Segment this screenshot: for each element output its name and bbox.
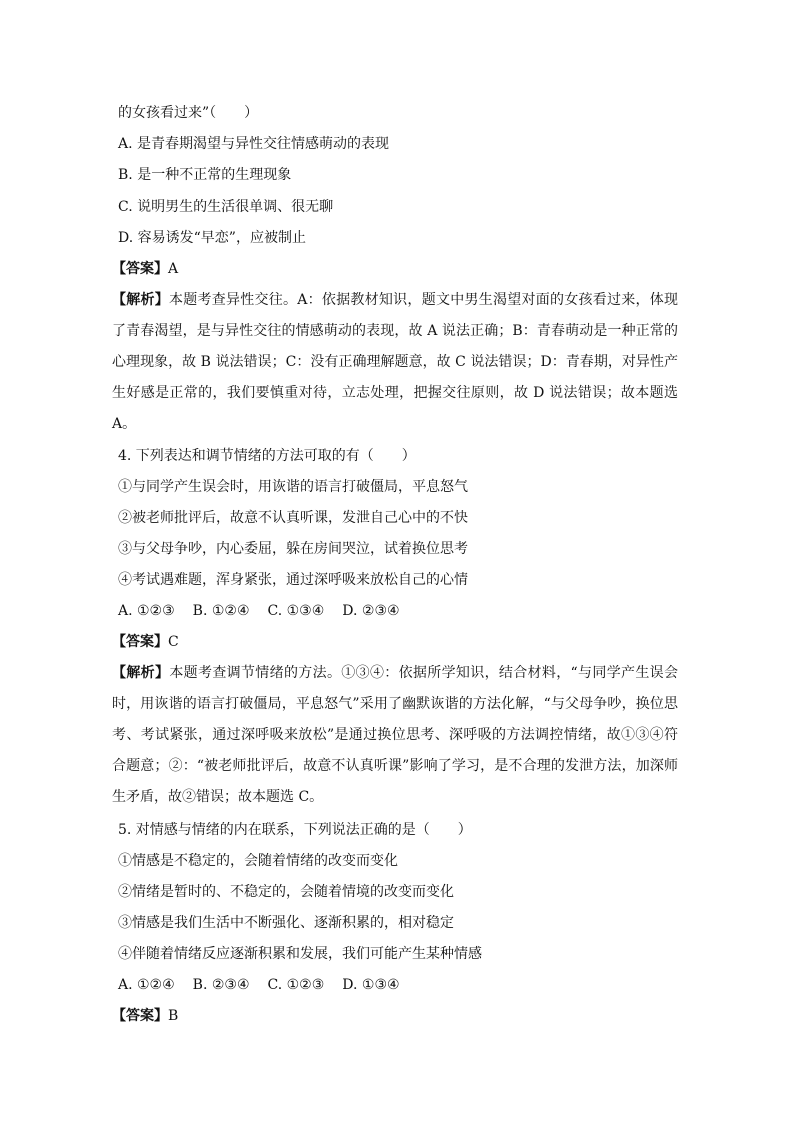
q4-choice-a: A. ①②③: [118, 603, 175, 619]
q4-analysis-tag: 【解析】: [112, 665, 170, 681]
q3-answer-tag: 【答案】: [112, 261, 168, 277]
q3-answer-value: A: [168, 261, 179, 277]
q4-answer-value: C: [168, 634, 179, 650]
q5-stem: 5. 对情感与情绪的内在联系，下列说法正确的是（ ）: [118, 822, 472, 838]
q3-analysis-text: 本题考查异性交往。A：依据教材知识，题文中男生渴望对面的女孩看过来，体现了青春渴望，是与异性交往的情感萌动的表现，故 A 说法正确；B：青春萌动是一种正常的心理现象，故 B 说法错误；C：没有正确理解题意，故 C 说法错误；D：青春期，对异性产生好感是正常的，我们要慎重对待，立志处理，把握交往原则，故 D 说法错误；故本题选 A。: [112, 292, 679, 432]
q5-item-1: ①情感是不稳定的，会随着情绪的改变而变化: [118, 853, 398, 869]
q5-item-4: ④伴随着情绪反应逐渐积累和发展，我们可能产生某种情感: [118, 946, 482, 962]
q4-choices: [118, 601, 418, 621]
q4-choice-b: B. ①②④: [192, 603, 250, 619]
q5-answer: [112, 1006, 178, 1026]
q5-choice-d: D. ①③④: [342, 977, 400, 993]
q5-answer-tag: 【答案】: [112, 1008, 168, 1024]
q3-stem-tail: 的女孩看过来”（ ）: [118, 105, 259, 121]
q5-choice-b: B. ②③④: [192, 977, 250, 993]
q5-choice-c: C. ①②③: [267, 977, 325, 993]
q4-item-2: ②被老师批评后，故意不认真听课，发泄自己心中的不快: [118, 510, 468, 526]
q3-answer: [112, 259, 178, 279]
q5-choices: [118, 975, 418, 995]
q4-item-3: ③与父母争吵，内心委屈，躲在房间哭泣，试着换位思考: [118, 541, 468, 557]
q3-analysis-tag: 【解析】: [112, 292, 170, 308]
q4-answer: [112, 632, 179, 652]
q4-choice-d: D. ②③④: [342, 603, 400, 619]
q3-option-a: A. 是青春期渴望与异性交往情感萌动的表现: [118, 136, 390, 152]
q5-item-3: ③情感是我们生活中不断强化、逐渐积累的，相对稳定: [118, 915, 454, 931]
q5-choice-a: A. ①②④: [118, 977, 175, 993]
q3-option-d: D. 容易诱发“早恋”，应被制止: [118, 230, 306, 246]
q3-analysis: [112, 285, 678, 440]
q4-choice-c: C. ①③④: [267, 603, 325, 619]
q4-analysis: [112, 658, 678, 813]
q3-option-c: C. 说明男生的生活很单调、很无聊: [118, 199, 334, 215]
q4-answer-tag: 【答案】: [112, 634, 168, 650]
q4-item-4: ④考试遇难题，浑身紧张，通过深呼吸来放松自己的心情: [118, 572, 468, 588]
q4-stem: 4. 下列表达和调节情绪的方法可取的有（ ）: [118, 448, 416, 464]
q3-option-b: B. 是一种不正常的生理现象: [118, 167, 292, 183]
q4-analysis-text: 本题考查调节情绪的方法。①③④：依据所学知识，结合材料，“与同学产生误会时，用诙谐的语言打破僵局，平息怒气”采用了幽默诙谐的方法化解，“与父母争吵，换位思考、考试紧张，通过深呼吸来放松”是通过换位思考、深呼吸的方法调控情绪，故①③④符合题意；②：“被老师批评后，故意不认真听课”影响了学习，是不合理的发泄方法，加深师生矛盾，故②错误；故本题选 C。: [112, 665, 679, 805]
q5-answer-value: B: [168, 1008, 179, 1024]
q5-item-2: ②情绪是暂时的、不稳定的，会随着情境的改变而变化: [118, 884, 454, 900]
q4-item-1: ①与同学产生误会时，用诙谐的语言打破僵局，平息怒气: [118, 479, 468, 495]
